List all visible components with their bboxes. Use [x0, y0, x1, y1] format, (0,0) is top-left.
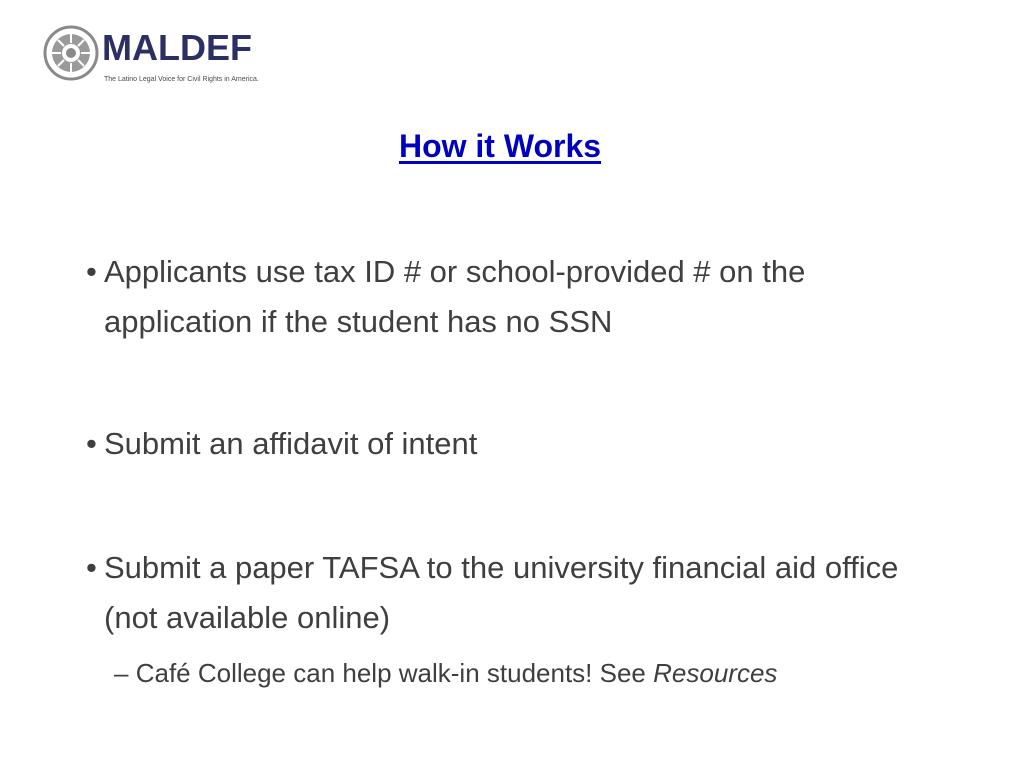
logo-tagline: The Latino Legal Voice for Civil Rights in America.: [104, 76, 259, 83]
bullet-dot: •: [86, 254, 97, 289]
sub-bullet: [114, 655, 777, 691]
slide-title: How it Works: [398, 128, 602, 164]
sub-bullet-dash: –: [114, 658, 129, 688]
sub-bullet-text: Café College can help walk-in students! See: [135, 658, 646, 688]
bullet-item: [86, 247, 924, 347]
bullet-item: [86, 419, 924, 469]
bullet-text: Submit an affidavit of intent: [104, 426, 478, 461]
resources-reference: Resources: [653, 658, 778, 688]
logo-wordmark: MALDEF: [102, 27, 252, 68]
bullet-dot: •: [86, 550, 97, 585]
bullet-text: Submit a paper TAFSA to the university financial aid office (not available online): [104, 550, 899, 635]
bullet-text: Applicants use tax ID # or school-provided # on the application if the student has no SSN: [104, 254, 806, 339]
maldef-logo: [40, 20, 310, 90]
bullet-item: [86, 543, 924, 643]
bullet-dot: •: [86, 426, 97, 461]
maldef-seal-icon: [43, 25, 99, 81]
